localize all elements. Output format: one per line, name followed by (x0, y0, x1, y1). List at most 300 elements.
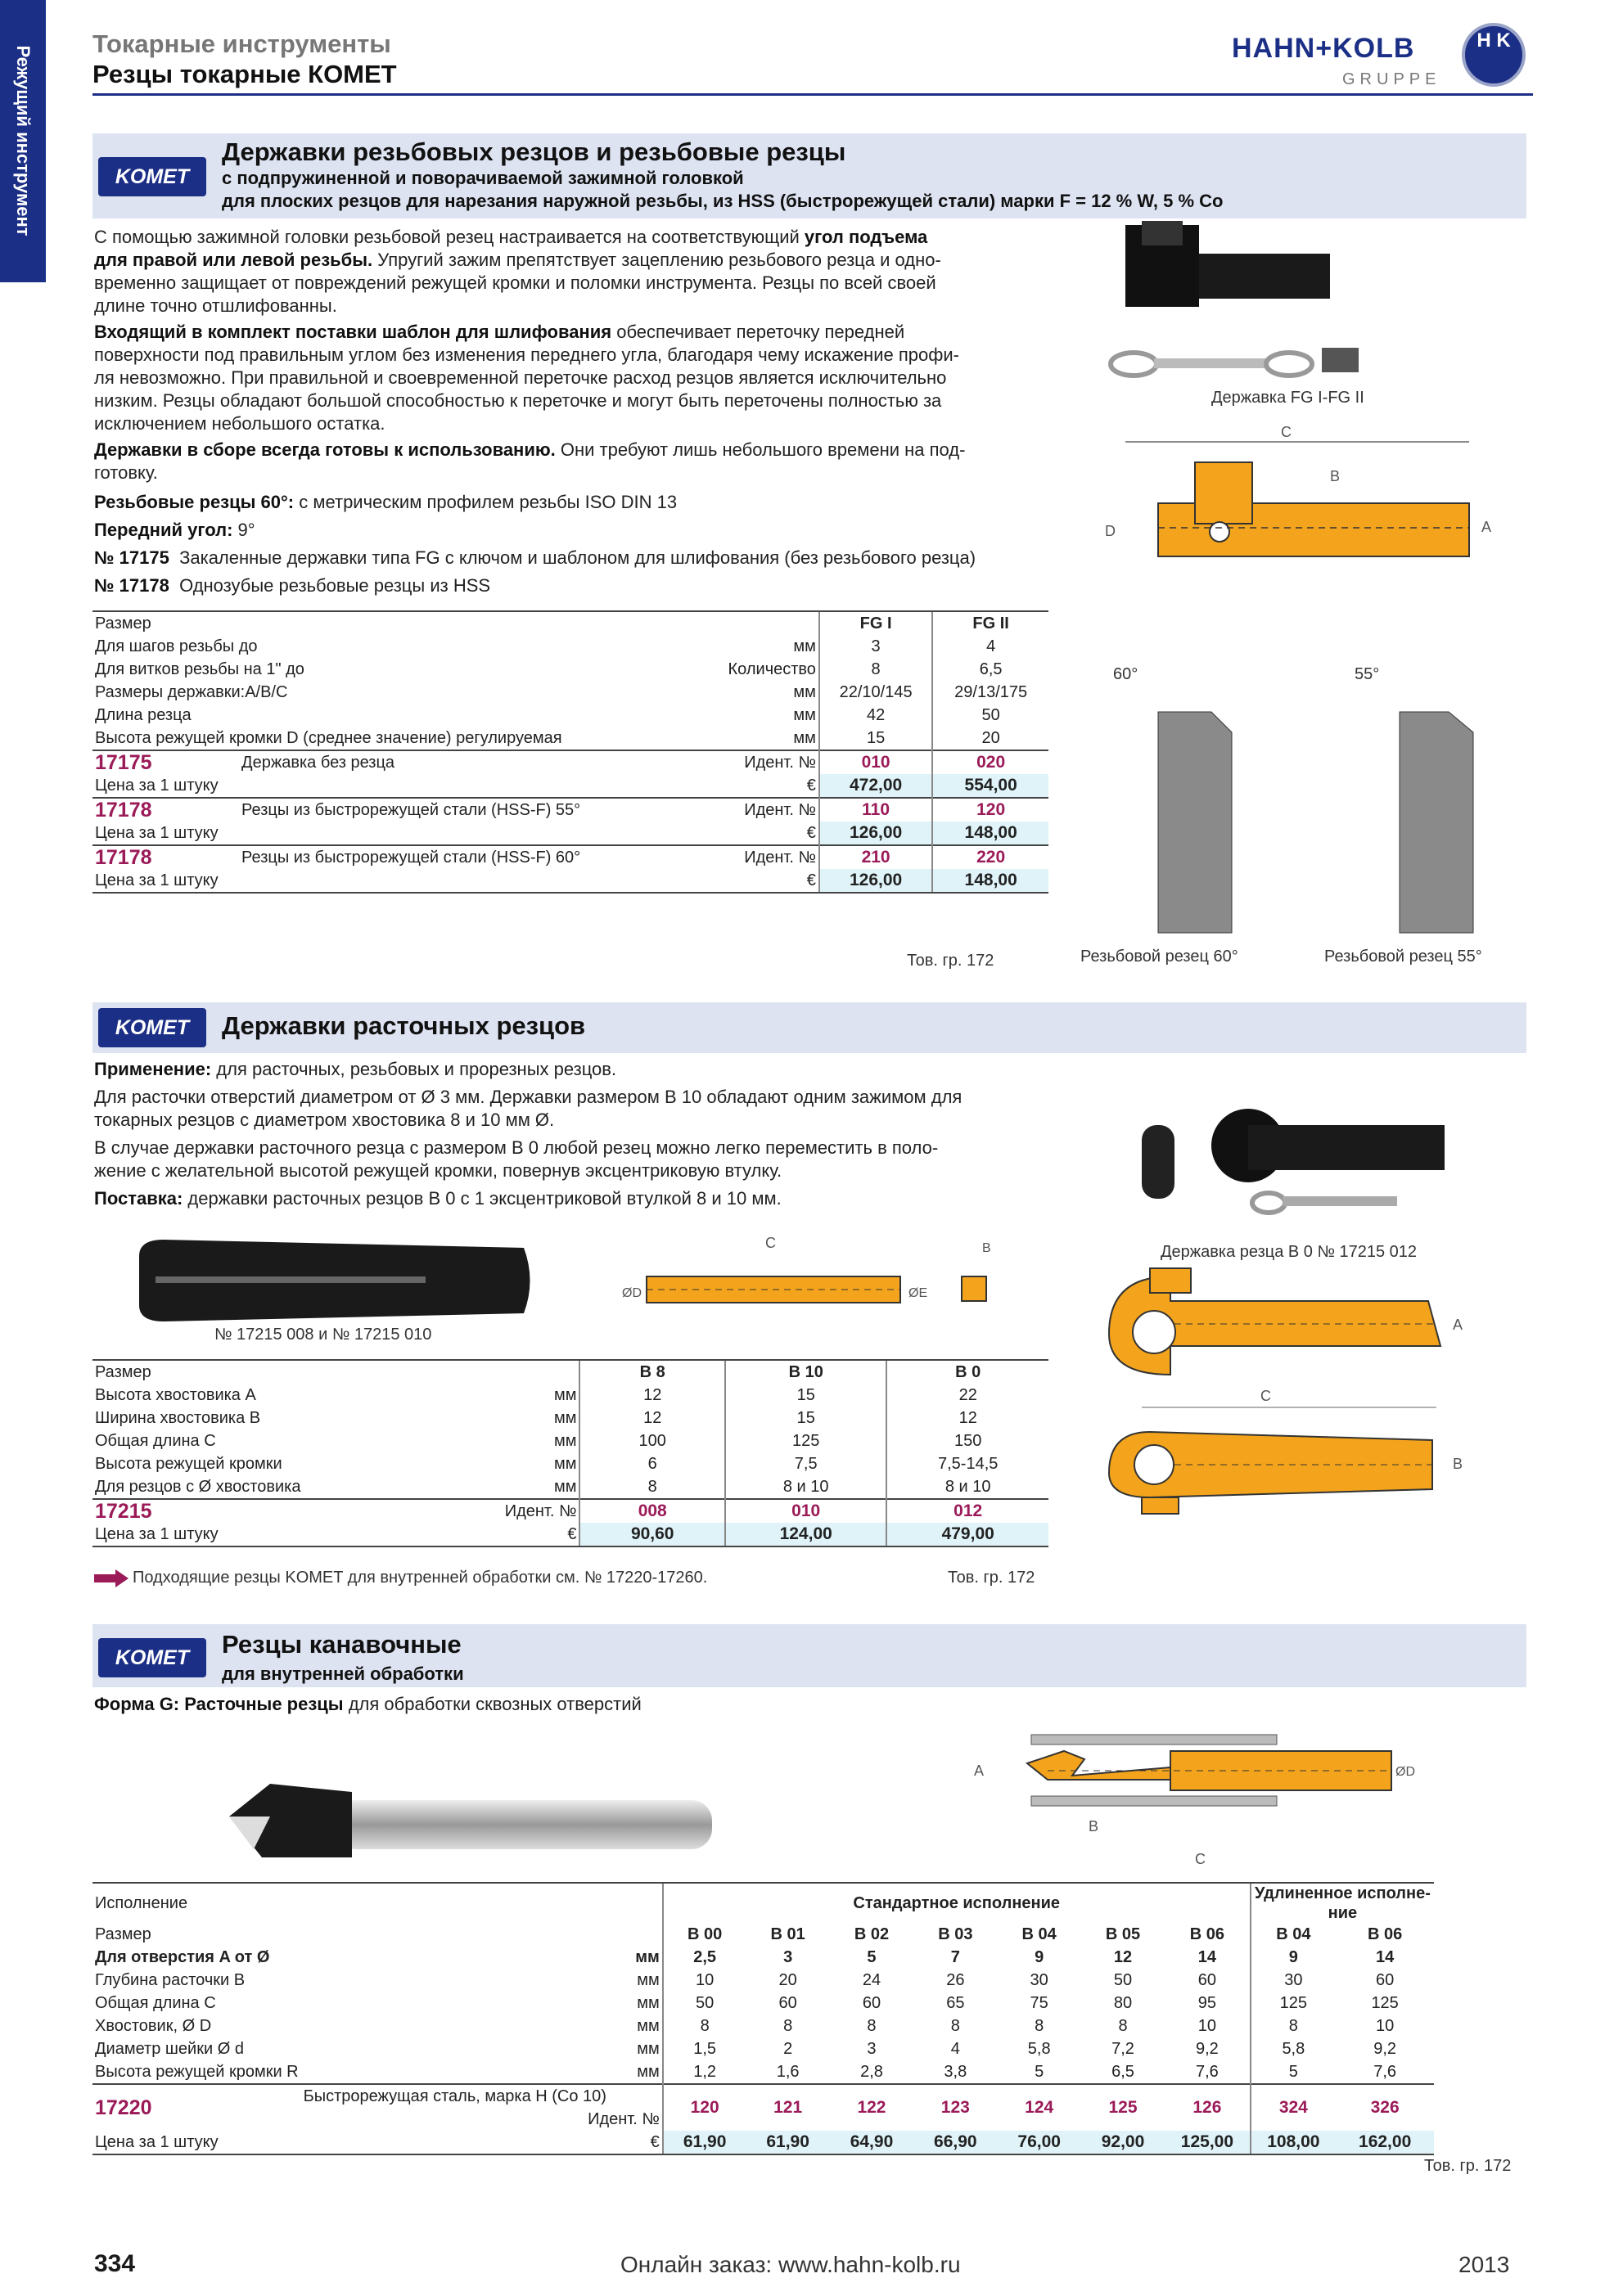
s1-para5 (94, 519, 255, 542)
s1-text: Закаленные державки типа FG с ключом и шаблоном для шлифования (без резьбового резца) (179, 547, 976, 568)
s1-para2-line4: низким. Резцы обладают большой способностью к переточке и могут быть переточены полностью за (94, 390, 942, 411)
col-header: B 04 (1021, 1925, 1057, 1943)
id-label: Идент. № (674, 750, 819, 774)
cell: 22 (886, 1384, 1048, 1407)
s2-note[interactable]: Подходящие резцы KOMET для внутренней обработки см. № 17220-17260. (133, 1569, 708, 1587)
article-id: 123 (913, 2084, 997, 2131)
article-id: 326 (1336, 2084, 1434, 2131)
s2-para2-line2: токарных резцов с диаметром хвостовика 8 и 10 мм Ø. (94, 1110, 555, 1130)
cell: 125 (725, 1429, 886, 1452)
price: 66,90 (913, 2131, 997, 2154)
s1-text: с метрическим профилем резьбы ISO DIN 13 (294, 492, 678, 512)
cell: 8 и 10 (725, 1475, 886, 1499)
boring-b0-illustration (1093, 1064, 1535, 1587)
row-unit: мм (635, 1948, 660, 1966)
cell: 30 (1030, 1971, 1048, 1989)
cell: 8 (819, 658, 932, 681)
s1-spec-table (92, 610, 1048, 894)
cell: 4 (932, 635, 1048, 658)
s3-bold: Форма G: Расточные резцы (94, 1694, 344, 1714)
s1-para6 (94, 547, 976, 569)
row-label: Высота режущей кромки R (95, 2063, 299, 2081)
brand-sub: GRUPPE (1342, 70, 1441, 88)
cell: 10 (663, 1969, 746, 1992)
s1-text: Упругий зажим препятствует зацеплению резьбового резца и одно- (372, 250, 941, 270)
col-header: B 06 (1189, 1925, 1225, 1943)
cell: 5 (867, 1948, 877, 1966)
id-label: Идент. № (674, 845, 819, 869)
col-header: B 04 (1251, 1923, 1336, 1946)
cell: 6,5 (1111, 2063, 1134, 2081)
section1-sub2: для плоских резцов для нарезания наружной резьбы, из HSS (быстрорежущей стали) марки F = 12 % W, 5 % Co (222, 191, 1224, 211)
article-number: 17175 (92, 750, 239, 774)
s3-para1 (94, 1693, 642, 1716)
cell: 8 (1251, 2015, 1336, 2037)
row-label: Хвостовик, Ø D (95, 2017, 212, 2035)
s2-img-caption2: Державка резца B 0 № 17215 012 (1161, 1243, 1418, 1261)
article-id: 010 (725, 1499, 886, 1523)
page-number: 334 (94, 2250, 136, 2277)
cell: 7,6 (1196, 2063, 1219, 2081)
row-label: Высота режущей кромки (95, 1455, 282, 1473)
price: 108,00 (1251, 2131, 1336, 2154)
img1-caption: Державка FG I-FG II (1211, 389, 1364, 407)
cutter-60-icon (1113, 665, 1232, 933)
cut60-caption: Резьбовой резец 60° (1080, 948, 1238, 966)
cell: 3 (819, 635, 932, 658)
cell: 10 (1197, 2017, 1217, 2035)
s1-para4 (94, 491, 677, 514)
dim-label: B (1453, 1456, 1463, 1472)
currency: € (806, 777, 816, 795)
row-label: Глубина расточки B (95, 1971, 246, 1989)
s1-para2-line5: исключением небольшого остатка. (94, 413, 385, 434)
article-id: 020 (932, 750, 1048, 774)
dim-label: A (1481, 519, 1492, 535)
cell: 8 и 10 (886, 1475, 1048, 1499)
category-title: Токарные инструменты (92, 29, 391, 58)
price: 90,60 (579, 1523, 725, 1546)
dim-label: C (1195, 1851, 1206, 1867)
article-desc: Державка без резца (239, 750, 674, 774)
article-id: 012 (886, 1499, 1048, 1523)
s2-bold: Применение: (94, 1059, 212, 1079)
cell: 60 (1197, 1971, 1217, 1989)
cell: 125 (1251, 1992, 1336, 2015)
row-unit: мм (553, 1455, 577, 1473)
col-header: B 05 (1105, 1925, 1141, 1943)
dim-label: C (1260, 1388, 1271, 1404)
row-label: Для резцов с Ø хвостовика (95, 1478, 301, 1496)
s1-bold: № 17175 (94, 547, 169, 568)
s1-text: Они требуют лишь небольшого времени на под- (555, 439, 966, 460)
cell: 15 (725, 1407, 886, 1429)
cell: 26 (946, 1971, 965, 1989)
dim-label: A (974, 1763, 985, 1779)
article-id: 008 (579, 1499, 725, 1523)
cell: 9 (1251, 1946, 1336, 1969)
table-header-size: Размер (92, 1360, 579, 1384)
price: 126,00 (819, 822, 932, 845)
komet-logo: KOMET (98, 1638, 206, 1677)
article-id: 120 (932, 798, 1048, 822)
row-label: Высота режущей кромки D (среднее значение) регулируемая (95, 729, 562, 747)
price-label: Цена за 1 штуку (95, 777, 219, 795)
cell: 24 (862, 1971, 881, 1989)
row-unit: мм (553, 1409, 577, 1427)
cell: 60 (778, 1994, 797, 2012)
dim-label: ØE (908, 1286, 928, 1300)
row-unit: мм (553, 1386, 577, 1404)
currency: € (303, 1523, 579, 1546)
b0-drawing-side-icon (1109, 1388, 1463, 1514)
price-label: Цена за 1 штуку (92, 869, 674, 893)
arrow-right-icon (94, 1569, 128, 1587)
cell: 9,2 (1196, 2040, 1219, 2058)
dim-label: D (1105, 523, 1116, 539)
cell: 4 (950, 2040, 960, 2058)
cell: 1,6 (776, 2063, 800, 2081)
s1-para2-line1 (94, 321, 904, 344)
cell: 2 (783, 2040, 793, 2058)
row-label: Для шагов резьбы до (95, 637, 258, 655)
cell: 50 (1113, 1971, 1133, 1989)
article-id: 120 (663, 2084, 746, 2131)
price: 126,00 (819, 869, 932, 893)
col-header: FG I (819, 611, 932, 635)
price: 554,00 (932, 774, 1048, 798)
s1-para3-line2: готовку. (94, 462, 158, 483)
s1-para1-line1 (94, 226, 927, 249)
cell: 60 (1376, 1971, 1395, 1989)
article-number: 17178 (92, 798, 239, 822)
s2-spec-table (92, 1359, 1048, 1547)
s1-para2-line3: ля невозможно. При правильной и своевременной переточке расход резцов является исключительно (94, 367, 947, 388)
s1-bold: № 17178 (94, 575, 169, 596)
side-tab-label: Режущий инструмент (13, 45, 34, 236)
table-header-size: Размер (92, 611, 819, 635)
article-desc: Быстрорежущая сталь, марка H (Co 10) (303, 2087, 606, 2105)
s3-product-group: Тов. гр. 172 (1424, 2157, 1512, 2175)
row-label: Общая длина C (95, 1994, 216, 2012)
article-id: 124 (998, 2084, 1081, 2131)
row-unit: мм (637, 2040, 660, 2058)
col-header: B 10 (725, 1360, 886, 1384)
row-label: Для отверстия A от Ø (95, 1948, 270, 1966)
article-desc: Резцы из быстрорежущей стали (HSS-F) 55° (239, 798, 674, 822)
cell: 50 (663, 1992, 746, 2015)
cell: 15 (725, 1384, 886, 1407)
article-desc-cell (301, 2084, 663, 2131)
holder-illustrations (1084, 221, 1526, 663)
section1-sub1: с подпружиненной и поворачиваемой зажимной головкой (222, 168, 744, 188)
price: 124,00 (725, 1523, 886, 1546)
article-id: 210 (819, 845, 932, 869)
cell: 8 (867, 2017, 877, 2035)
brand-name: HAHN+KOLB (1232, 33, 1415, 64)
s2-para4 (94, 1187, 782, 1210)
section1-title: Державки резьбовых резцов и резьбовые резцы (222, 137, 846, 166)
article-id: 110 (819, 798, 932, 822)
s2-para1 (94, 1058, 616, 1081)
article-id: 126 (1165, 2084, 1250, 2131)
article-id: 324 (1251, 2084, 1336, 2131)
currency: € (301, 2131, 663, 2154)
cell: 8 (950, 2017, 960, 2035)
angle-label: 60° (1113, 665, 1138, 683)
cell: 15 (819, 727, 932, 750)
logo-letters: H K (1476, 29, 1511, 52)
cell: 5,8 (1027, 2040, 1051, 2058)
row-label: Высота хвостовика A (95, 1386, 256, 1404)
thread-cutters-illustration (1080, 655, 1522, 966)
s1-para1-line3: временно защищает от повреждений режущей кромки и поломки инструмента. Резцы по всей своей (94, 272, 936, 293)
side-tab (0, 0, 46, 282)
boring-bar-photo-icon (139, 1240, 530, 1321)
b0-photo-icon (1142, 1109, 1445, 1213)
cell: 5 (1035, 2063, 1044, 2081)
s2-product-group: Тов. гр. 172 (948, 1569, 1035, 1587)
dim-label: B (1089, 1818, 1099, 1835)
s1-text: С помощью зажимной головки резьбовой резец настраивается на соответствующий (94, 227, 805, 247)
cell: 7,2 (1111, 2040, 1134, 2058)
price-label: Цена за 1 штуку (92, 1523, 303, 1546)
s1-para1-line2 (94, 249, 941, 272)
s2-text: для расточных, резьбовых и прорезных резцов. (211, 1059, 617, 1079)
col-header: B 02 (854, 1925, 890, 1943)
s1-text: обеспечивает переточку передней (611, 322, 905, 342)
dim-label: B (1330, 468, 1341, 484)
row-unit: мм (793, 683, 816, 701)
article-id: 122 (830, 2084, 913, 2131)
page-title: Резцы токарные КОМЕТ (92, 60, 397, 88)
id-label: Идент. № (303, 1499, 579, 1523)
s3-spec-table (92, 1882, 1526, 2155)
price: 61,90 (746, 2131, 829, 2154)
cell: 10 (1376, 2017, 1395, 2035)
id-label: Идент. № (588, 2110, 660, 2128)
cell: 20 (778, 1971, 797, 1989)
cutter-55-icon (1355, 665, 1473, 933)
komet-logo: KOMET (98, 157, 206, 196)
col-header: B 8 (579, 1360, 725, 1384)
b0-drawing-top-icon (1109, 1268, 1463, 1375)
hk-logo-icon (1462, 23, 1526, 87)
s1-product-group: Тов. гр. 172 (907, 952, 994, 970)
s1-bold: Державки в сборе всегда готовы к использованию. (94, 439, 556, 460)
cell: 29/13/175 (932, 681, 1048, 704)
cell: 5 (1251, 2060, 1336, 2084)
col-header: B 06 (1368, 1925, 1403, 1943)
col-header: FG II (932, 611, 1048, 635)
s1-text: Однозубые резьбовые резцы из HSS (179, 575, 491, 596)
price: 148,00 (932, 822, 1048, 845)
cell: 1,5 (663, 2037, 746, 2060)
s1-bold: Передний угол: (94, 520, 233, 540)
cell: 8 (663, 2015, 746, 2037)
cell: 12 (886, 1407, 1048, 1429)
cell: 3 (783, 1948, 793, 1966)
col-header: B 01 (770, 1925, 805, 1943)
row-label: Длина резца (95, 706, 192, 724)
cell: 100 (579, 1429, 725, 1452)
col-header: B 03 (938, 1925, 973, 1943)
cell: 7,5 (725, 1452, 886, 1475)
row-unit: мм (793, 706, 816, 724)
cell: 22/10/145 (819, 681, 932, 704)
cell: 5,8 (1251, 2037, 1336, 2060)
row-unit: мм (793, 637, 816, 655)
cell: 8 (783, 2017, 793, 2035)
size-label: Размер (95, 1925, 151, 1943)
cell: 50 (932, 704, 1048, 727)
row-unit: мм (637, 2017, 660, 2035)
ext-header: Удлиненное исполне-ние (1251, 1883, 1435, 1923)
price: 125,00 (1165, 2131, 1250, 2154)
id-label: Идент. № (674, 798, 819, 822)
row-label: Для витков резьбы на 1" до (95, 660, 304, 678)
cell: 8 (1118, 2017, 1128, 2035)
cell: 6,5 (932, 658, 1048, 681)
price: 162,00 (1336, 2131, 1434, 2154)
s2-para2-line1: Для расточки отверстий диаметром от Ø 3 мм. Державки размером B 10 обладают одним зажимом для (94, 1087, 963, 1107)
dim-label: C (765, 1235, 776, 1251)
col-header: B 00 (663, 1923, 746, 1946)
price-label: Цена за 1 штуку (95, 824, 219, 842)
row-unit: мм (793, 729, 816, 747)
row-unit: мм (637, 1994, 660, 2012)
cell: 7,5-14,5 (886, 1452, 1048, 1475)
cell: 42 (819, 704, 932, 727)
article-number: 17220 (92, 2084, 301, 2131)
cell: 3,8 (944, 2063, 967, 2081)
price: 64,90 (830, 2131, 913, 2154)
price: 92,00 (1081, 2131, 1165, 2154)
cell: 9 (1035, 1948, 1044, 1966)
s2-bold: Поставка: (94, 1188, 183, 1209)
currency: € (674, 869, 819, 893)
row-unit: мм (553, 1478, 577, 1496)
row-label: Размеры державки:A/B/C (95, 683, 288, 701)
s2-para3-line1: В случае державки расточного резца с размером B 0 любой резец можно легко переместить в поло- (94, 1137, 939, 1158)
cell: 9,2 (1373, 2040, 1397, 2058)
article-id: 125 (1081, 2084, 1165, 2131)
s2-img-caption1: № 17215 008 и № 17215 010 (214, 1326, 432, 1344)
s1-text: 9° (232, 520, 255, 540)
komet-logo: KOMET (98, 1008, 206, 1047)
cell: 75 (1030, 1994, 1048, 2012)
cell: 20 (932, 727, 1048, 750)
article-id: 121 (746, 2084, 829, 2131)
row-unit: мм (637, 1971, 660, 1989)
cell: 14 (1197, 1948, 1217, 1966)
cell: 8 (1035, 2017, 1044, 2035)
article-desc: Резцы из быстрорежущей стали (HSS-F) 60° (239, 845, 674, 869)
year: 2013 (1458, 2252, 1510, 2277)
price-label: Цена за 1 штуку (92, 2131, 301, 2154)
header-divider (92, 93, 1533, 96)
boring-bar-drawing-icon (622, 1235, 991, 1303)
row-label: Диаметр шейки Ø d (95, 2040, 244, 2058)
s1-para3-line1 (94, 439, 965, 461)
holder-drawing-icon (1105, 424, 1491, 556)
cell: 6 (579, 1452, 725, 1475)
cell: 2,8 (860, 2063, 883, 2081)
cell: 8 (579, 1475, 725, 1499)
grooving-tool-photo-icon (213, 1767, 720, 1882)
cell: 12 (579, 1384, 725, 1407)
dim-label: ØD (1395, 1765, 1415, 1779)
s2-para3-line2: жение с желательной высотой режущей кромки, повернув эксцентриковую втулку. (94, 1160, 782, 1181)
cell: 3 (867, 2040, 877, 2058)
grooving-tool-drawing-icon (966, 1718, 1424, 1882)
article-number: 17215 (92, 1499, 303, 1523)
s1-bold: для правой или левой резьбы. (94, 250, 373, 270)
section2-title: Державки расточных резцов (222, 1011, 586, 1040)
currency: € (806, 824, 816, 842)
section3-sub: для внутренней обработки (222, 1663, 464, 1684)
article-number: 17178 (92, 845, 239, 869)
holder-photo-icon (1111, 221, 1359, 376)
exec-label: Исполнение (92, 1883, 663, 1923)
dim-label: B (982, 1241, 991, 1255)
section3-title: Резцы канавочные (222, 1630, 462, 1659)
cell: 80 (1113, 1994, 1133, 2012)
angle-label: 55° (1355, 665, 1380, 683)
order-link[interactable]: Онлайн заказ: www.hahn-kolb.ru (620, 2252, 961, 2277)
std-header: Стандартное исполнение (663, 1883, 1251, 1923)
cell: 7,6 (1373, 2063, 1397, 2081)
s1-para7 (94, 574, 490, 597)
cell: 12 (1113, 1948, 1133, 1966)
cell: 30 (1251, 1969, 1336, 1992)
s1-para2-line2: поверхности под правильным углом без изменения переднего угла, благодаря чему искажение профи- (94, 344, 959, 365)
cell: 125 (1371, 1994, 1399, 2012)
cell: 95 (1197, 1994, 1217, 2012)
cell: 150 (886, 1429, 1048, 1452)
s1-bold: Входящий в комплект поставки шаблон для шлифования (94, 322, 612, 342)
cell: 14 (1376, 1948, 1395, 1966)
row-label: Ширина хвостовика B (95, 1409, 261, 1427)
cell: 65 (946, 1994, 965, 2012)
row-unit: Количество (728, 660, 816, 678)
price: 61,90 (663, 2131, 746, 2154)
row-unit: мм (637, 2063, 660, 2081)
s2-text: державки расточных резцов B 0 с 1 эксцентриковой втулкой 8 и 10 мм. (183, 1188, 782, 1209)
cut55-caption: Резьбовой резец 55° (1324, 948, 1482, 966)
price: 479,00 (886, 1523, 1048, 1546)
s1-bold: угол подъема (804, 227, 928, 247)
cell: 12 (579, 1407, 725, 1429)
dim-label: A (1453, 1317, 1463, 1333)
dim-label: ØD (622, 1286, 642, 1300)
price: 148,00 (932, 869, 1048, 893)
s1-bold: Резьбовые резцы 60°: (94, 492, 295, 512)
s1-para1-line4: длине точно отшлифованны. (94, 295, 337, 316)
row-unit: мм (553, 1432, 577, 1450)
col-header: B 0 (886, 1360, 1048, 1384)
cell: 1,2 (663, 2060, 746, 2084)
article-id: 220 (932, 845, 1048, 869)
s3-text: для обработки сквозных отверстий (343, 1694, 642, 1714)
cell: 7 (950, 1948, 960, 1966)
dim-label: C (1281, 424, 1292, 440)
price: 472,00 (819, 774, 932, 798)
cell: 60 (862, 1994, 881, 2012)
article-id: 010 (819, 750, 932, 774)
price: 76,00 (998, 2131, 1081, 2154)
row-label: Общая длина C (95, 1432, 216, 1450)
